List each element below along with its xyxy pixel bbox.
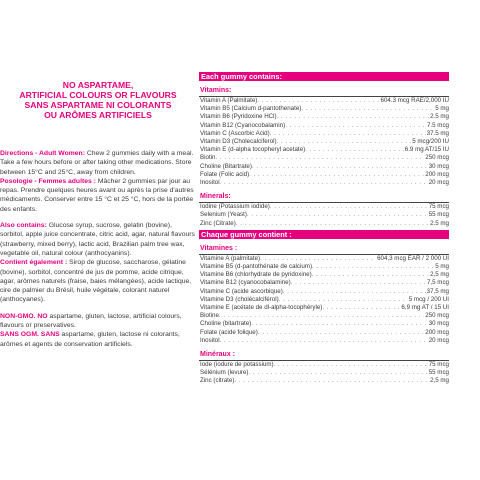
heading-line: ARTIFICIAL COLOURS OR FLAVOURS [19,90,177,100]
nutrient-name: Vitamin B6 (Pyridoxine HCl) [200,113,277,121]
non-gmo-text: aspartame, gluten, lactose, artificial colours, flavours or preservatives. [0,312,182,330]
dot-leader [305,146,404,154]
also-contains-label: Also contains: [0,222,47,230]
nutrient-row [199,138,449,146]
dot-leader [257,97,379,105]
dot-leader [247,211,428,219]
nutrient-row [199,255,449,263]
nutrient-amount: 5 mg [435,263,449,271]
vitamins-title-fr: Vitamines : [200,244,238,252]
posologie-text: Mâcher 2 gummies par jour au repas. Prendre quelques heures avant ou après la prise d'autres médicaments. Conserver entre 15 °C et 25 °C, hors de la portée des enfants. [0,177,194,213]
heading-line: OU ARÔMES ARTIFICIELS [44,110,152,120]
dot-leader [277,138,412,146]
nutrient-row [199,377,449,385]
minerals-list-fr [199,361,449,386]
left-column [0,80,196,349]
nutrient-amount: 2,5 mg [430,377,449,385]
nutrient-name: Folate (Folic acid) [200,170,250,178]
nutrient-name: Vitamin B12 (Cyanocobalamin) [200,121,286,129]
nutrient-name: Vitamine B6 (chlorhydrate de pyridoxine) [200,271,312,279]
nutrient-name: Zinc (Citrate) [200,219,236,227]
nutrient-row [199,369,449,377]
nutrient-row [199,312,449,320]
nutrient-amount: 2.5 mg [430,113,449,121]
nutrient-row [199,263,449,271]
non-gmo-label: NON-GMO. NO [0,312,48,320]
also-contains-text: Glucose syrup, sucrose, gelatin (bovine), sorbitol, apple juice concentrate, citric acid, agar, natural flavours (strawberry, mixed berry), lactic acid, Brazilian palm tree wax, vegetable oil, natural colour (anthocyanins). [0,222,195,257]
nutrient-row [199,154,449,162]
dot-leader [258,329,424,337]
dot-leader [249,171,424,179]
dot-leader [301,105,434,113]
dot-leader [312,263,434,271]
nutrient-row [199,271,449,279]
nutrient-amount: 55 mcg [428,369,449,377]
directions-text: Chew 2 gummies daily with a meal. Take a few hours before or after taking other medications. Store between 15°C and 25°C, away from children. [0,150,194,176]
nutrient-name: Vitamine B12 (cyanocobalamine) [200,279,291,287]
nutrient-amount: 5 mcg / 200 UI [408,295,449,303]
sans-ogm-text: aspartame, gluten, lactose ni colorants, arômes et agents de conservation artificiels. [0,331,180,348]
nutrient-amount: 75 mcg [428,361,449,369]
nutrient-amount: 6.9 mg AT/15 IU [404,146,449,154]
nutrient-row [199,171,449,179]
nutrient-row [199,288,449,296]
posologie-label: Posologie - Femmes adultes : [0,177,96,185]
nutrient-name: Folate (acide folique) [200,328,258,336]
nutrient-amount: 75 mcg [428,203,449,211]
dot-leader [215,154,424,162]
dot-leader [220,337,428,345]
nutrient-name: Selenium (Yeast) [200,211,247,219]
dot-leader [234,377,429,385]
nutrient-amount: 20 mcg [428,179,449,187]
dot-leader [270,130,426,138]
nutrient-row [199,220,449,228]
nutrient-row [199,97,449,105]
dot-leader [270,203,428,211]
minerals-list-en [199,203,449,228]
dot-leader [274,361,428,369]
also-contains-paragraph [0,221,196,258]
minerals-title-fr: Minéraux : [200,351,236,359]
nutrient-amount: 6,9 mg AT / 15 UI [401,304,449,312]
nutrient-row [199,179,449,187]
nutrient-name: Vitamine E (acétate de dl-alpha-tocophéryle) [200,304,323,312]
dot-leader [283,288,426,296]
nutrient-amount: 37.5 mg [426,129,449,137]
nutrient-name: Sélénium (levure) [200,369,249,377]
nutrient-row [199,329,449,337]
dot-leader [251,320,427,328]
nutrient-amount: 7.5 mcg [426,121,449,129]
nutrient-amount: 30 mcg [428,162,449,170]
nutrient-row [199,361,449,369]
nutrient-name: Vitamine A (palmitate) [200,254,261,262]
panel-title-en: Each gummy contains: [199,72,449,81]
nutrient-row [199,203,449,211]
nutrient-row [199,211,449,219]
nutrient-name: Inositol [200,336,220,344]
dot-leader [285,122,426,130]
dot-leader [279,296,408,304]
nutrient-name: Vitamin E (d-alpha tocopheryl acetate) [200,146,306,154]
nutrition-panel [199,72,449,386]
dot-leader [260,255,376,263]
dot-leader [291,279,426,287]
nutrient-name: Iodine (Potassium iodide) [200,203,270,211]
directions-paragraph [0,149,196,177]
nutrient-amount: 604.3 mcg RAE/2,000 IU [380,97,449,104]
dot-leader [277,113,430,121]
nutrient-name: Vitamin A (Palmitate) [200,97,258,104]
vitamins-list-fr [199,255,449,345]
nutrient-name: Vitamin B5 (Calcium d-pantothenate) [200,105,302,113]
dot-leader [236,220,429,228]
nutrient-name: Inositol [200,179,220,187]
dot-leader [322,304,400,312]
directions-label: Directions - Adult Women: [0,150,85,157]
nutrient-amount: 7,5 mcg [426,279,449,287]
nutrient-row [199,279,449,287]
heading-line: SANS ASPARTAME NI COLORANTS [24,100,172,110]
nutrient-amount: 2.5 mg [430,219,449,227]
panel-title-fr: Chaque gummy contient : [199,230,449,239]
vitamins-list-en [199,97,449,187]
nutrient-row [199,337,449,345]
dot-leader [312,271,429,279]
nutrient-row [199,146,449,154]
nutrient-name: Choline (Bitartrate) [200,162,252,170]
minerals-title-en: Minerals: [200,193,231,201]
contient-paragraph [0,258,196,304]
dot-leader [220,179,428,187]
nutrient-row [199,163,449,171]
nutrient-amount: 200 mcg [425,328,449,336]
heading-line: NO ASPARTAME, [62,80,134,90]
nutrient-row [199,130,449,138]
nutrient-name: Vitamin C (Ascorbic Acid) [200,129,270,137]
nutrient-name: Biotine [200,312,219,320]
nutrient-name: Vitamin D3 (Cholecalciferol) [200,138,277,146]
nutrient-row [199,296,449,304]
nutrient-name: Vitamine B5 (d-pantothénate de calcium) [200,263,313,271]
posologie-paragraph [0,177,196,214]
nutrient-row [199,105,449,113]
nutrient-amount: 250 mcg [425,154,449,162]
nutrient-amount: 30 mcg [428,320,449,328]
dot-leader [249,369,428,377]
vitamins-title-en: Vitamins: [200,87,232,94]
nutrient-name: Vitamine D3 (cholécalciférol) [200,295,279,303]
nutrient-amount: 250 mcg [425,312,449,320]
nutrient-amount: 5 mcg/200 IU [412,138,449,146]
contient-label: Contient également : [0,259,68,267]
nutrient-amount: 20 mcg [428,336,449,344]
nutrient-name: Choline (bitartrate) [200,320,252,328]
nutrient-row [199,122,449,130]
nutrient-amount: 604,3 mcg EAR / 2 000 UI [377,254,449,262]
sans-ogm-paragraph [0,330,196,349]
non-gmo-paragraph [0,312,196,331]
nutrient-amount: 2,5 mg [430,271,449,279]
nutrient-name: Vitamine C (acide ascorbique) [200,287,283,295]
dot-leader [252,163,428,171]
dot-leader [219,312,424,320]
claims-heading [0,80,196,120]
nutrient-name: Biotin [200,154,216,162]
nutrient-name: Iode (iodure de potassium) [200,361,274,369]
nutrient-amount: 55 mcg [428,211,449,219]
nutrient-amount: 37,5 mg [426,287,449,295]
nutrient-amount: 200 mcg [425,170,449,178]
nutrient-name: Zinc (citrate) [200,377,235,385]
nutrient-row [199,304,449,312]
sans-ogm-label: SANS OGM. SANS [0,331,60,339]
nutrient-amount: 5 mg [435,105,449,113]
nutrient-row [199,113,449,121]
contient-text: Sirop de glucose, saccharose, gélatine (bovine), sorbitol, concentré de jus de pomme, acide citrique, agar, arômes naturels (fraise, baies mélangées), acide lactique, cire de palmier du Brésil, huile végétale, colorant naturel (anthocyanes). [0,259,192,304]
nutrient-row [199,320,449,328]
